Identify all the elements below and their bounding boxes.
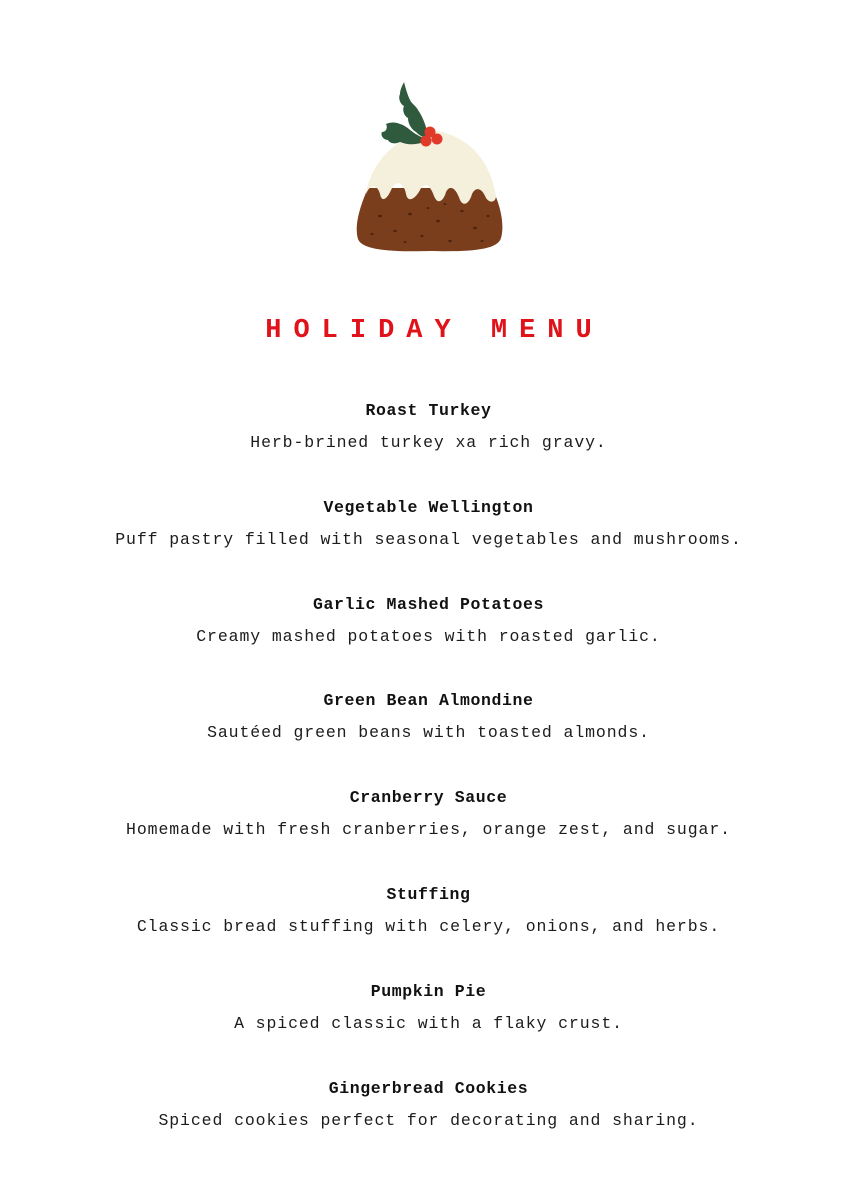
menu-item-name: Garlic Mashed Potatoes bbox=[312, 594, 545, 614]
menu-item-name: Cranberry Sauce bbox=[349, 788, 508, 808]
christmas-pudding-icon bbox=[350, 76, 510, 256]
menu-item-name: Stuffing bbox=[386, 884, 471, 904]
menu-item bbox=[0, 1075, 857, 1172]
menu-item-name: Vegetable Wellington bbox=[323, 497, 534, 517]
menu-item-description: Homemade with fresh cranberries, orange zest, and sugar. bbox=[126, 820, 731, 840]
menu-item-description: Herb-brined turkey xa rich gravy. bbox=[250, 433, 607, 452]
menu-item-description: Creamy mashed potatoes with roasted garlic. bbox=[196, 626, 661, 646]
menu-item-name: Pumpkin Pie bbox=[370, 981, 487, 1001]
menu-item-description: Classic bread stuffing with celery, onions, and herbs. bbox=[136, 916, 721, 936]
menu-title: HOLIDAY MENU bbox=[265, 316, 604, 346]
menu-item-description: Spiced cookies perfect for decorating and sharing. bbox=[158, 1110, 699, 1130]
menu-item bbox=[0, 397, 857, 494]
menu-items bbox=[0, 397, 857, 1171]
menu-item bbox=[0, 591, 857, 688]
menu-item-name: Gingerbread Cookies bbox=[328, 1078, 529, 1098]
menu-item-name: Roast Turkey bbox=[365, 401, 492, 420]
menu-item bbox=[0, 881, 857, 978]
menu-item bbox=[0, 494, 857, 591]
menu-item-name: Green Bean Almondine bbox=[323, 691, 534, 711]
christmas-pudding-illustration bbox=[350, 76, 510, 256]
menu-item-description: A spiced classic with a flaky crust. bbox=[234, 1013, 623, 1033]
menu-item-description: Sautéed green beans with toasted almonds. bbox=[207, 723, 650, 743]
menu-item bbox=[0, 784, 857, 881]
menu-item bbox=[0, 687, 857, 784]
menu-item bbox=[0, 978, 857, 1075]
menu-item-description: Puff pastry filled with seasonal vegetables and mushrooms. bbox=[115, 529, 742, 549]
